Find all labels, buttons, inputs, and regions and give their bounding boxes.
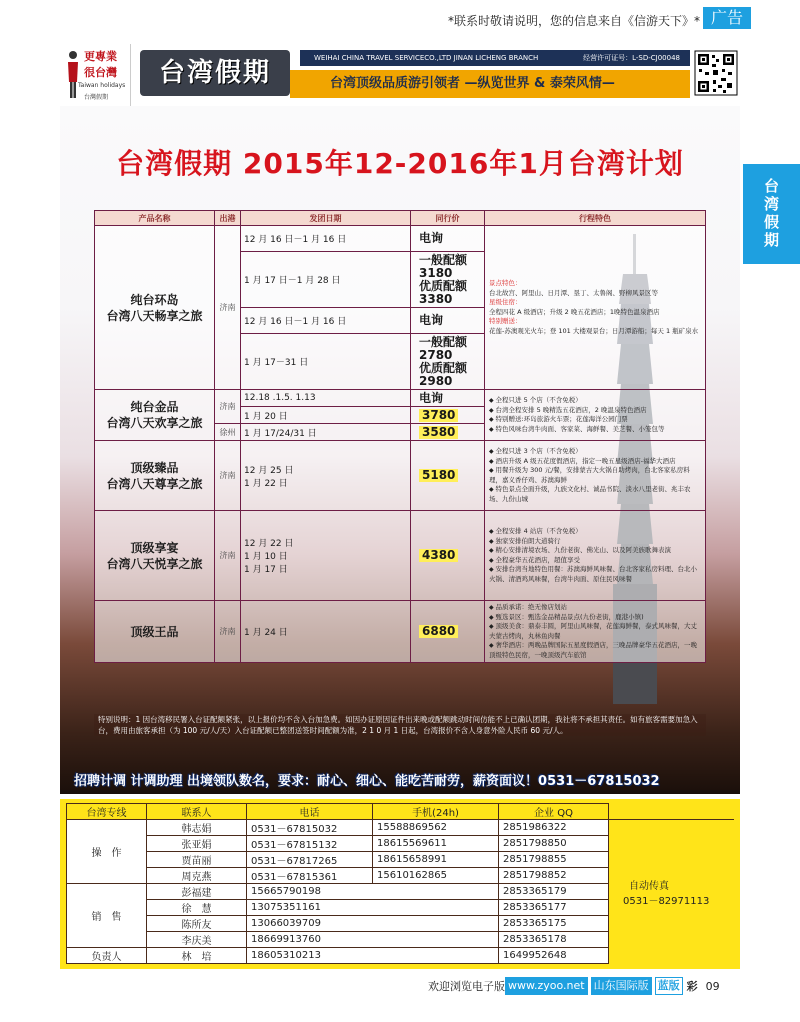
logo-text-1: 更專業 xyxy=(84,50,117,63)
price xyxy=(411,441,485,511)
side-tab: 台湾假期 xyxy=(743,164,800,264)
feature-item: ◆ 安排台湾当地特色用餐：苏澳海鲜风味餐、台北客家私房料理、台北小火锅、清酒鸡风味餐，台湾牛肉面、原住民风味餐 xyxy=(489,565,701,584)
feature-item: ◆ 全程安排 4 站店（不含免税） xyxy=(489,527,701,537)
feature-item: ◆ 全程只进 5 个店（不含免税） xyxy=(489,396,701,406)
logo-text-4: 台灣假期 xyxy=(84,94,109,101)
departure-port: 济南 xyxy=(215,511,241,601)
departure-date: 1 月 17 日－1 月 28 日 xyxy=(241,252,411,308)
feature-item: ◆ 精心安排清境农场、九份老街、佛光山、以及阿美族歌舞表演 xyxy=(489,546,701,556)
departure-date: 12.18 .1.5. 1.13 xyxy=(241,390,411,407)
table-row xyxy=(95,601,706,663)
contact-name: 陈所友 xyxy=(147,916,247,932)
contact-header: 台湾专线 xyxy=(67,804,147,820)
logo-text-2: 很台灣 xyxy=(84,66,117,79)
contact-header: 电话 xyxy=(247,804,373,820)
departure-date: 1 月 24 日 xyxy=(241,601,411,663)
price: 电询 xyxy=(411,390,485,407)
contact-qq: 2853365179 xyxy=(499,884,609,900)
price xyxy=(411,407,485,424)
contact-header: 手机(24h) xyxy=(373,804,499,820)
departure-date: 12 月 16 日－1 月 16 日 xyxy=(241,226,411,252)
contact-qq: 2851798855 xyxy=(499,852,609,868)
product-name-text: 顶级臻品 台湾八天尊享之旅 xyxy=(106,460,203,491)
contact-qq: 1649952648 xyxy=(499,948,609,964)
brand-name: 台湾假期 xyxy=(140,50,290,96)
departure-date-text: 12 月 22 日 1 月 10 日 1 月 17 日 xyxy=(244,539,294,575)
table-row xyxy=(95,511,706,601)
departure-port: 济南 xyxy=(215,601,241,663)
table-row xyxy=(95,390,706,407)
ad-frame xyxy=(60,44,740,794)
footer-blue-edition: 蓝版 xyxy=(655,977,683,995)
feature-item: ◆ 全程只进 3 个店（不含免税） xyxy=(489,447,701,457)
contact-tel: 0531－67815132 xyxy=(247,836,373,852)
departure-date: 1 月 20 日 xyxy=(241,407,411,424)
contact-name: 彭福建 xyxy=(147,884,247,900)
feature-item: ◆ 顶级美食：鼎泰丰圆，阿里山风味餐，花莲海鲜餐，泰式风味餐，大丈夫蒙古烤肉，丸林鱼肉餐 xyxy=(489,622,701,641)
recruitment-notice: 招聘计调 计调助理 出境领队数名，要求：耐心、细心、能吃苦耐劳，薪资面议！0531－67815032 xyxy=(74,774,660,789)
contact-mobile: 18615569611 xyxy=(373,836,499,852)
price-text: 一般配额 3180 优质配额 3380 xyxy=(419,252,468,306)
feature-label: 特别赠送： xyxy=(489,317,522,325)
contact-qq: 2853365178 xyxy=(499,932,609,948)
contact-row xyxy=(67,820,735,836)
contact-mobile: 18615658991 xyxy=(373,852,499,868)
english-name xyxy=(300,50,690,66)
departure-date: 1 月 17－31 日 xyxy=(241,334,411,390)
feature-item: ◆ 甄选景区：甄选金品精品景点(九份老街，鹿港小镇) xyxy=(489,613,701,623)
dept-label: 操 作 xyxy=(67,820,147,884)
features xyxy=(485,511,706,601)
features xyxy=(485,390,706,441)
feature-item: ◆ 奢华酒店：两晚品牌国际五星度假酒店，三晚品牌豪华五花酒店，一晚顶级特色民宿，一晚顶级汽车旅馆 xyxy=(489,641,701,660)
logo-text-3: Taiwan holidays xyxy=(78,82,126,89)
contact-qq: 2853365177 xyxy=(499,900,609,916)
contact-mobile: 15610162865 xyxy=(373,868,499,884)
qr-code-icon xyxy=(694,50,738,96)
price-highlight: 3580 xyxy=(419,426,458,439)
footer xyxy=(428,976,720,996)
contact-mobile: 13066039709 xyxy=(247,916,499,932)
contact-qq: 2851798850 xyxy=(499,836,609,852)
feature-item: ◆ 特色景点全面升级，九族文化村、诚品书院、淡水八里老街、兆丰农场、九份山城 xyxy=(489,485,701,504)
footer-prefix: 欢迎浏览电子版 xyxy=(428,980,505,993)
page-number: 09 xyxy=(705,979,720,993)
contact-section xyxy=(60,799,740,969)
product-name-text: 顶级享宴 台湾八天悦享之旅 xyxy=(106,540,203,571)
contact-name: 贾苗丽 xyxy=(147,852,247,868)
price xyxy=(411,334,485,390)
feature-item: ◆ 独家安排伯朗大道骑行 xyxy=(489,537,701,547)
feature-text: 花莲-苏澳观光火车；登 101 大楼观景台；日月潭游船；每天 1 瓶矿泉水 xyxy=(489,326,699,335)
contact-name: 李庆美 xyxy=(147,932,247,948)
footer-color-label: 彩 xyxy=(686,980,698,993)
product-name-text: 纯台金品 台湾八天欢享之旅 xyxy=(106,400,203,430)
price xyxy=(411,424,485,441)
contact-header: 企业 QQ xyxy=(499,804,609,820)
features xyxy=(485,441,706,511)
features xyxy=(485,601,706,663)
contact-qq: 2851986322 xyxy=(499,820,609,836)
price xyxy=(411,511,485,601)
ad-tag: 广告 xyxy=(703,7,751,29)
page-title: 台湾假期 2015年12-2016年1月台湾计划 xyxy=(116,147,684,180)
top-note: *联系时敬请说明，您的信息来自《信游天下》* xyxy=(447,14,700,28)
feature-item: ◆ 特色风味台湾牛肉面、客家菜、海鲜餐、美芝餐、小笼包等 xyxy=(489,425,701,435)
footer-edition: 山东国际版 xyxy=(591,977,652,995)
departure-port: 徐州 xyxy=(215,424,241,441)
price-highlight: 5180 xyxy=(419,469,458,482)
contact-tel: 0531－67817265 xyxy=(247,852,373,868)
tour-plan-table xyxy=(94,210,706,663)
contact-name: 林 培 xyxy=(147,948,247,964)
feature-item: ◆ 品质承诺：绝无像店划站 xyxy=(489,603,701,613)
contact-mobile: 15588869562 xyxy=(373,820,499,836)
table-row xyxy=(95,226,706,252)
dept-label: 负责人 xyxy=(67,948,147,964)
price xyxy=(411,601,485,663)
departure-date-text: 12 月 25 日 1 月 22 日 xyxy=(244,465,294,489)
feature-label: 景点特色： xyxy=(489,279,522,287)
contact-tel: 0531－67815361 xyxy=(247,868,373,884)
contact-name: 张亚娟 xyxy=(147,836,247,852)
product-name: 顶级王品 xyxy=(95,601,215,663)
contact-tel: 0531－67815032 xyxy=(247,820,373,836)
feature-item: ◆ 用餐升级为 300 元/餐，安排蒙古大火锅自助烤肉，台北客家私房料理，嘉义香仔鸡、苏澳海鲜 xyxy=(489,466,701,485)
contact-qq: 2853365175 xyxy=(499,916,609,932)
contact-header-row xyxy=(67,804,735,820)
feature-text: 台北故宫、阿里山、日月潭、垦丁、太鲁阁、野柳风景区等 xyxy=(489,288,658,297)
feature-text: 全程四花 A 级酒店；升级 2 晚五花酒店；1晚特色温泉酒店 xyxy=(489,307,660,316)
contact-mobile: 18605310213 xyxy=(247,948,499,964)
features xyxy=(485,226,706,390)
departure-port: 济南 xyxy=(215,390,241,424)
dept-label: 销 售 xyxy=(67,884,147,948)
slogan: 台湾顶级品质游引领者 —纵览世界 & 泰荣风情— xyxy=(290,70,690,98)
departure-date: 1 月 17/24/31 日 xyxy=(241,424,411,441)
footer-website-link[interactable]: www.zyoo.net xyxy=(505,977,588,995)
product-name xyxy=(95,441,215,511)
departure-date: 12 月 16 日－1 月 16 日 xyxy=(241,308,411,334)
special-note: 特别说明：1 因台湾移民署入台证配额紧张，以上报价均不含入台加急费。如因办证原因证件出来晚或配额跳动时间仿能不上已确认团期，我社将不承担其责任。如有旅客需要加急入台，费用由旅客承担（为 100 元/人/天）入台证配额已整团送签时间配额为准，2 1 0 月 1 日起，台湾报价不含人身意外险人民币 60 元/人。 xyxy=(94,714,706,736)
departure-date xyxy=(241,511,411,601)
contact-header: 联系人 xyxy=(147,804,247,820)
contact-mobile: 15665790198 xyxy=(247,884,499,900)
price: 电询 xyxy=(411,308,485,334)
fax-number: 0531－82971113 xyxy=(623,895,710,907)
contact-name: 徐 慧 xyxy=(147,900,247,916)
banner xyxy=(60,44,740,106)
price-highlight: 6880 xyxy=(419,625,458,638)
product-name-text: 纯台环岛 台湾八天畅享之旅 xyxy=(106,292,203,323)
contact-header-blank xyxy=(609,804,735,820)
contact-name: 周克燕 xyxy=(147,868,247,884)
price-highlight: 4380 xyxy=(419,549,458,562)
license-number: 经营许可证号：L-SD-CJ00048 xyxy=(583,54,680,62)
header-product: 产品名称 xyxy=(95,211,215,226)
price-text: 一般配额 2780 优质配额 2980 xyxy=(419,334,468,388)
english-name-text: WEIHAI CHINA TRAVEL SERVICECO.,LTD JINAN LICHENG BRANCH xyxy=(314,54,539,62)
departure-port: 济南 xyxy=(215,441,241,511)
feature-item: ◆ 特别赠送:环岛旅游火车票；花莲海洋公园门票 xyxy=(489,415,701,425)
price: 电询 xyxy=(411,226,485,252)
fax-label: 自动传真 xyxy=(629,880,669,892)
header-date: 发团日期 xyxy=(241,211,411,226)
header-port: 出港 xyxy=(215,211,241,226)
contact-name: 韩志娟 xyxy=(147,820,247,836)
feature-item: ◆ 全程豪华五花酒店，超值享受 xyxy=(489,556,701,566)
header-features: 行程特色 xyxy=(485,211,706,226)
header-price: 同行价 xyxy=(411,211,485,226)
feature-item: ◆ 酒店升级 A 级五花度假酒店，指定一晚五星级酒店-福华大酒店 xyxy=(489,457,701,467)
feature-item: ◆ 台湾全程安排 5 晚精选五花酒店，2 晚温泉特色酒店 xyxy=(489,406,701,416)
table-row xyxy=(95,441,706,511)
contact-table xyxy=(66,803,734,964)
traveler-figure-icon xyxy=(66,50,80,100)
table-header-row xyxy=(95,211,706,226)
product-name xyxy=(95,226,215,390)
departure-port: 济南 xyxy=(215,226,241,390)
contact-qq: 2851798852 xyxy=(499,868,609,884)
fax-cell xyxy=(609,820,735,964)
contact-mobile: 18669913760 xyxy=(247,932,499,948)
logo xyxy=(60,44,131,106)
price-highlight: 3780 xyxy=(419,409,458,422)
product-name xyxy=(95,511,215,601)
product-name xyxy=(95,390,215,441)
feature-label: 星级住宿： xyxy=(489,298,522,306)
contact-mobile: 13075351161 xyxy=(247,900,499,916)
price xyxy=(411,252,485,308)
departure-date xyxy=(241,441,411,511)
